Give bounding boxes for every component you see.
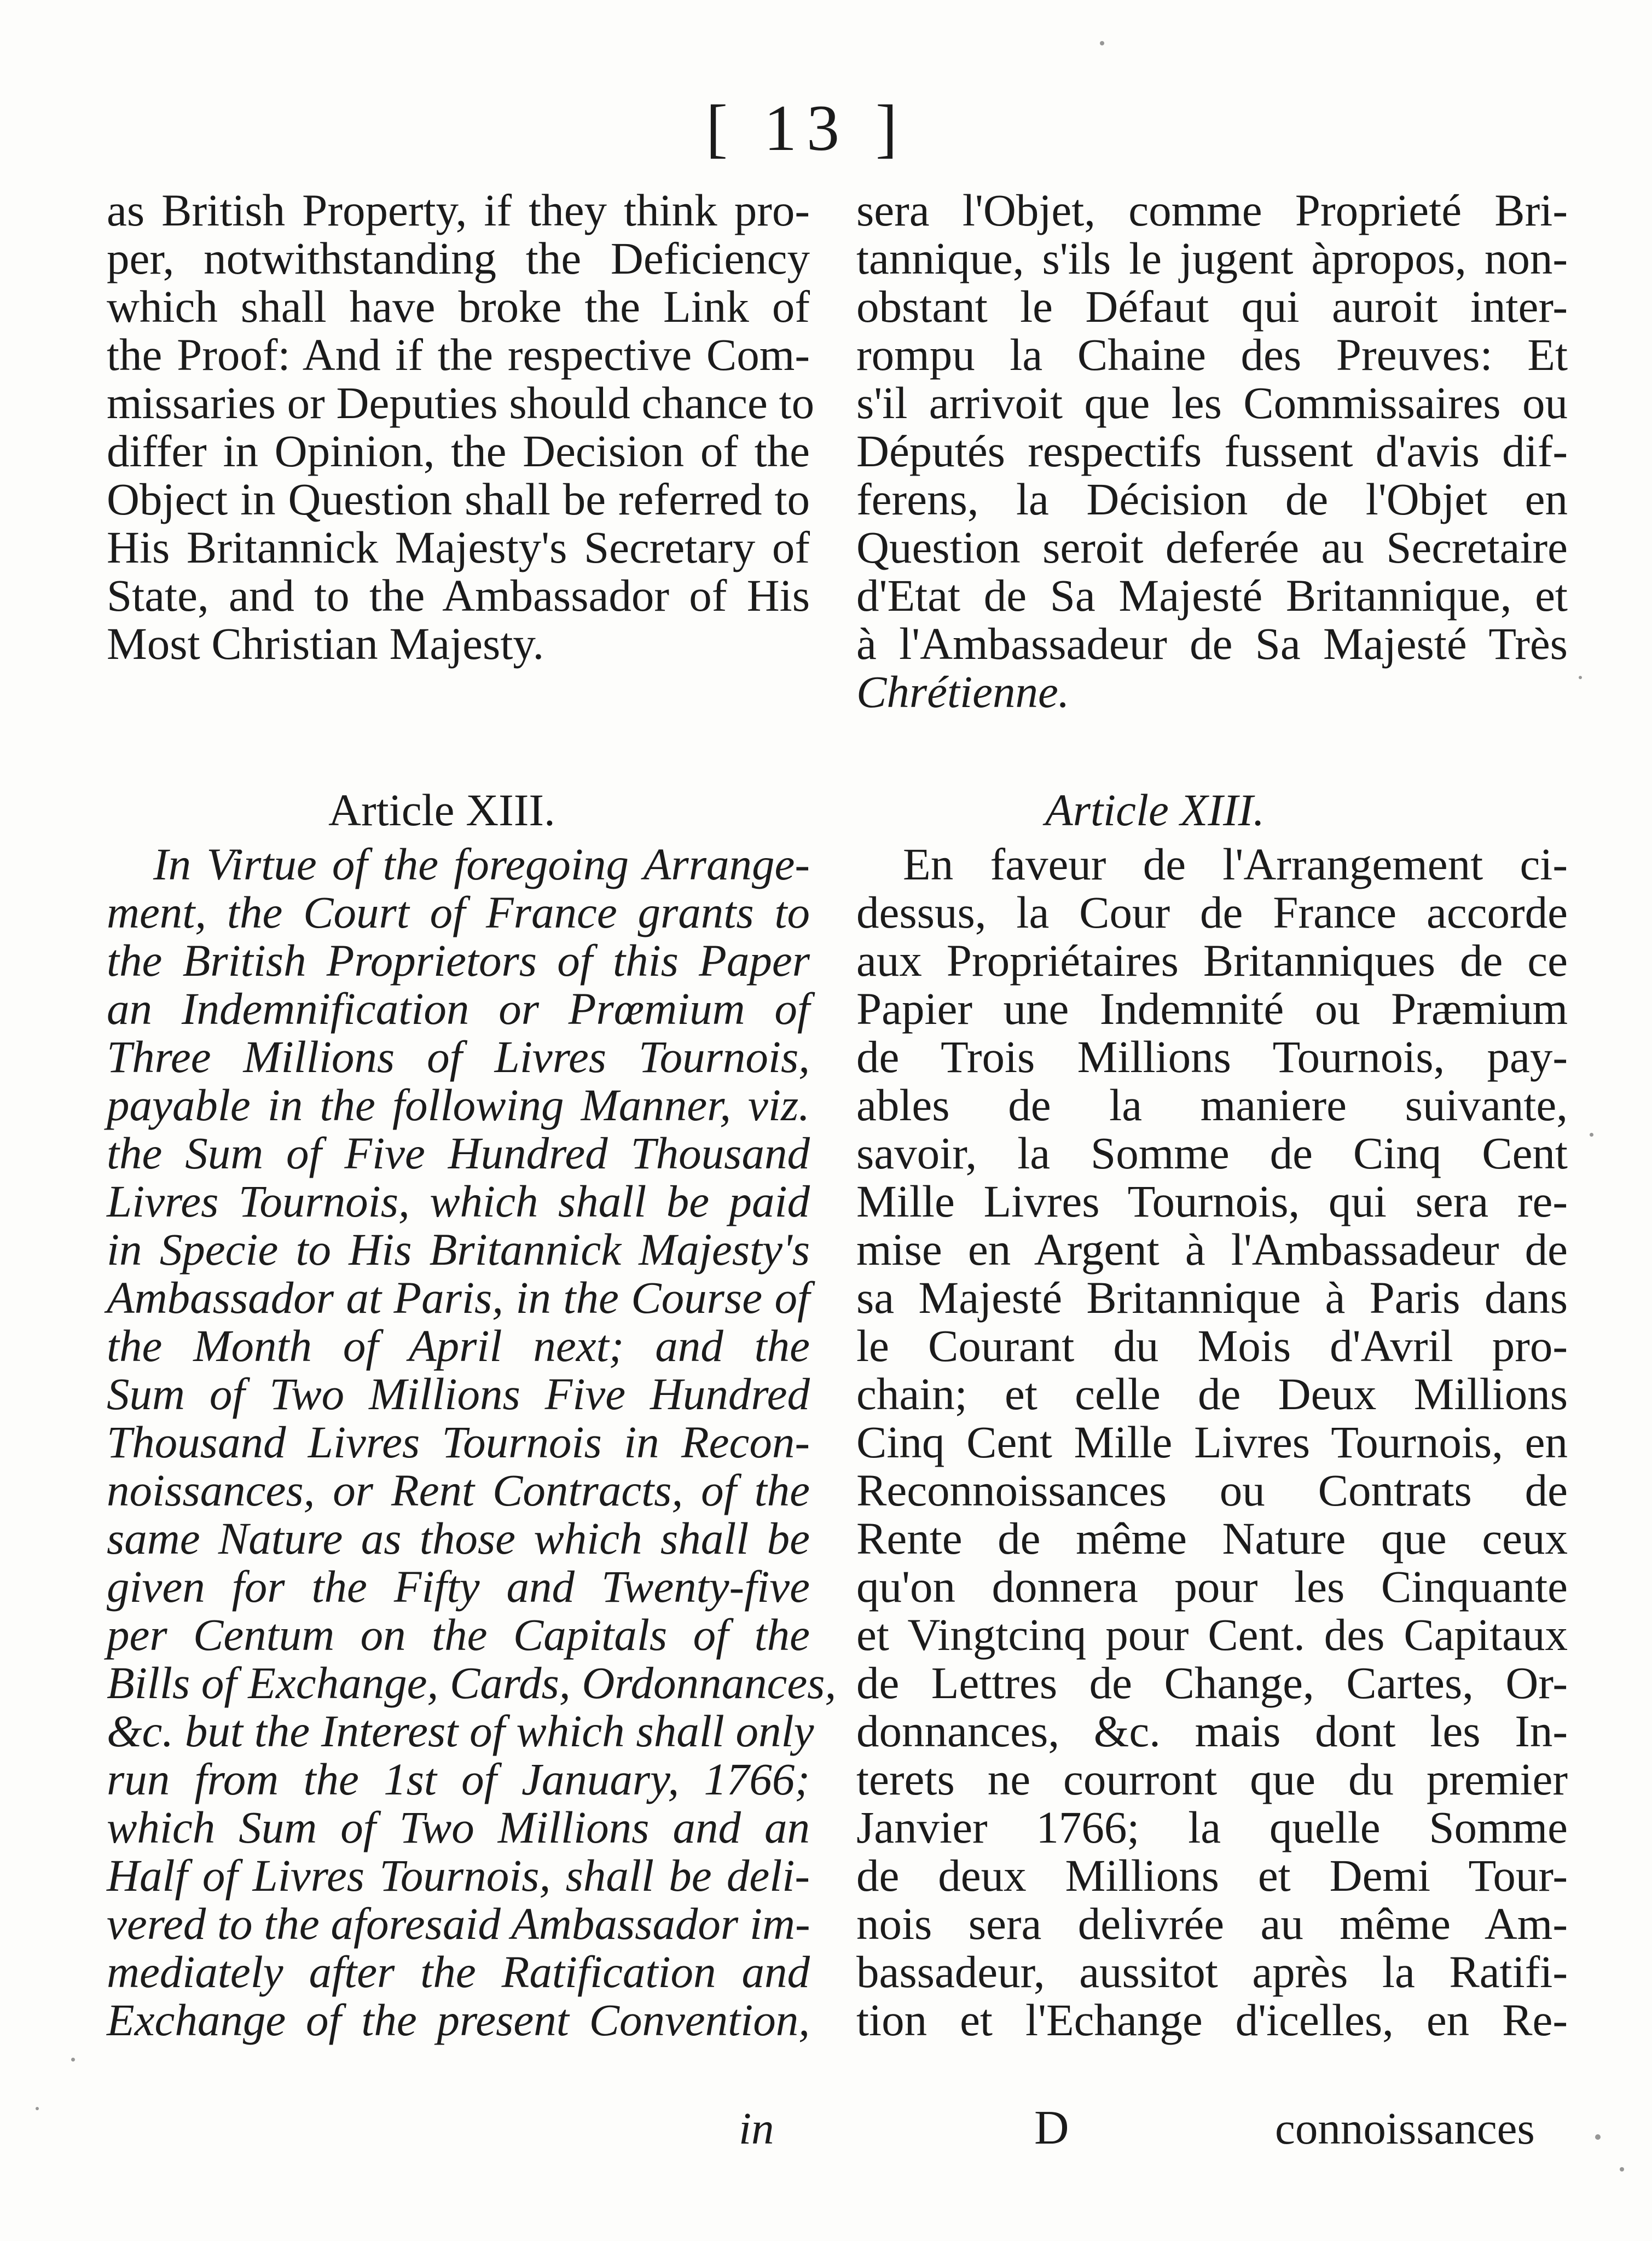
text-line: donnances, &c. mais dont les In- [856,1706,1568,1756]
paper-speck [36,2107,39,2110]
paper-speck [1590,1133,1593,1137]
text-line: qu'on donnera pour les Cinquante [856,1561,1568,1612]
text-line: Sum of Two Millions Five Hundred [107,1369,810,1419]
text-line: bassadeur, aussitot après la Ratifi- [856,1947,1568,1997]
text-line: Bills of Exchange, Cards, Ordonnances, [107,1658,837,1708]
text-line: d'Etat de Sa Majesté Britannique, et [856,570,1568,621]
text-line: Livres Tournois, which shall be paid [107,1176,810,1226]
text-line: which Sum of Two Millions and an [107,1802,810,1852]
text-line: Exchange of the present Convention, [107,1995,810,2045]
text-line: the British Proprietors of this Paper [107,935,810,986]
text-line: obstant le Défaut qui auroit inter- [856,281,1568,332]
text-line: tannique, s'ils le jugent àpropos, non- [856,233,1568,283]
text-line: In Virtue of the foregoing Arrange- [153,839,810,889]
text-line: noissances, or Rent Contracts, of the [107,1465,810,1515]
text-line: the Month of April next; and the [107,1321,810,1371]
text-line: savoir, la Somme de Cinq Cent [856,1128,1568,1178]
text-line: Reconnoissances ou Contrats de [856,1465,1568,1515]
text-line: mise en Argent à l'Ambassadeur de [856,1224,1568,1275]
text-line: the Proof: And if the respective Com- [107,329,810,380]
text-line: the Sum of Five Hundred Thousand [107,1128,810,1178]
article-heading-french: Article XIII. [1045,785,1265,835]
catchword-left: in [739,2103,774,2153]
text-line: sera l'Objet, comme Proprieté Bri- [856,185,1568,235]
text-line: ferens, la Décision de l'Objet en [856,474,1568,524]
text-line: missaries or Deputies should chance to [107,378,815,428]
text-line: &c. but the Interest of which shall only [107,1706,814,1756]
text-line: le Courant du Mois d'Avril pro- [856,1321,1568,1371]
text-line: aux Propriétaires Britanniques de ce [856,935,1568,986]
text-line: Question seroit deferée au Secretaire [856,522,1568,572]
paper-speck [71,2058,75,2062]
text-line: et Vingtcinq pour Cent. des Capitaux [856,1609,1568,1660]
right-column-article-text [856,840,1568,2044]
text-line: Cinq Cent Mille Livres Tournois, en [856,1417,1568,1467]
text-line: Rente de même Nature que ceux [856,1513,1568,1564]
text-line: ables de la maniere suivante, [856,1080,1568,1130]
text-line: tion et l'Echange d'icelles, en Re- [856,1995,1568,2045]
paper-speck [1100,41,1104,45]
text-line: chain; et celle de Deux Millions [856,1369,1568,1419]
text-line: terets ne courront que du premier [856,1754,1568,1804]
text-line: mediately after the Ratification and [107,1947,810,1997]
text-line: per, notwithstanding the Deficiency [107,233,810,283]
text-line: à l'Ambassadeur de Sa Majesté Très [856,618,1568,669]
text-line: given for the Fifty and Twenty-five [107,1561,810,1612]
paper-speck [1595,2134,1601,2140]
text-line: State, and to the Ambassador of His [107,570,810,621]
text-line: Half of Livres Tournois, shall be deli- [107,1850,810,1901]
text-line: Chrétienne. [856,667,1070,717]
text-line: Janvier 1766; la quelle Somme [856,1802,1568,1852]
signature-mark: D [1034,2101,1069,2155]
text-line: Most Christian Majesty. [107,618,544,669]
text-line: nois sera delivrée au même Am- [856,1898,1568,1949]
text-line: as British Property, if they think pro- [107,185,810,235]
text-line: sa Majesté Britannique à Paris dans [856,1272,1568,1323]
text-line: de deux Millions et Demi Tour- [856,1850,1568,1901]
text-line: differ in Opinion, the Decision of the [107,426,810,476]
left-column-article-text [107,839,837,2045]
text-line: s'il arrivoit que les Commissaires ou [856,378,1568,428]
text-line: payable in the following Manner, viz. [107,1080,810,1130]
text-line: Papier une Indemnité ou Præmium [856,983,1568,1034]
text-line: in Specie to His Britannick Majesty's [107,1224,810,1275]
text-line: de Trois Millions Tournois, pay- [856,1032,1568,1082]
catchword-right: connoissances [1275,2103,1535,2153]
text-line: dessus, la Cour de France accorde [856,887,1568,937]
text-line: Three Millions of Livres Tournois, [107,1032,810,1082]
text-line: Députés respectifs fussent d'avis dif- [856,426,1568,476]
text-line: run from the 1st of January, 1766; [107,1754,810,1804]
text-line: Ambassador at Paris, in the Course of [107,1272,810,1323]
text-line: Mille Livres Tournois, qui sera re- [856,1176,1568,1226]
text-line: an Indemnification or Prœmium of [107,983,810,1034]
text-line: vered to the aforesaid Ambassador im- [107,1898,810,1949]
text-line: rompu la Chaine des Preuves: Et [856,329,1568,380]
text-line: His Britannick Majesty's Secretary of [107,522,810,572]
text-line: Object in Question shall be referred to [107,474,810,524]
text-line: En faveur de l'Arrangement ci- [903,839,1568,889]
text-line: ment, the Court of France grants to [107,887,810,937]
left-column-top-text [107,185,815,669]
text-line: de Lettres de Change, Cartes, Or- [856,1658,1568,1708]
paper-speck [1620,2167,1624,2171]
article-heading-english: Article XIII. [328,785,555,835]
text-line: which shall have broke the Link of [107,281,810,332]
text-line: same Nature as those which shall be [107,1513,810,1564]
right-column-top-text [856,186,1568,716]
paper-speck [1579,676,1582,679]
text-line: per Centum on the Capitals of the [107,1609,810,1660]
page-number: [ 13 ] [706,91,907,164]
text-line: Thousand Livres Tournois in Recon- [107,1417,810,1467]
